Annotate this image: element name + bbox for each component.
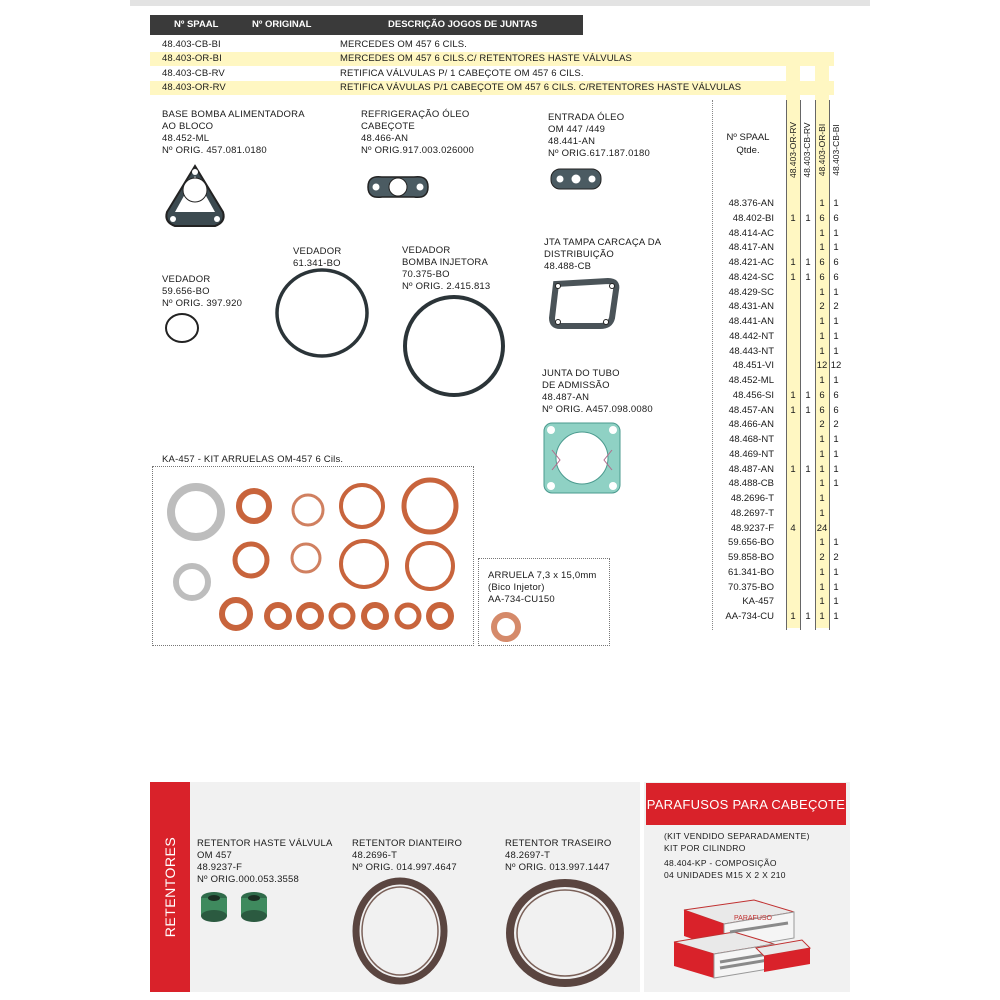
kit-code: 48.403-OR-BI: [162, 53, 222, 64]
qty-value: 1: [790, 212, 796, 224]
header-description: DESCRIÇÃO JOGOS DE JUNTAS: [388, 19, 538, 30]
qty-value: 1: [833, 242, 839, 254]
qty-code: 48.443-NT: [729, 345, 774, 357]
qty-code: 48.429-SC: [728, 286, 774, 298]
kit-desc: MERCEDES OM 457 6 CILS.C/ RETENTORES HASTE VÁLVULAS: [340, 53, 632, 64]
qty-code: 61.341-BO: [728, 566, 774, 578]
qty-value: 1: [805, 212, 811, 224]
qty-value: 1: [819, 493, 825, 504]
qty-value: 1: [819, 507, 825, 519]
qty-value: 6: [819, 257, 825, 268]
qty-row: [700, 375, 850, 390]
qty-value: 1: [819, 463, 825, 475]
label-kit-arruelas: KA-457 - KIT ARRUELAS OM-457 6 Cils.: [162, 454, 344, 465]
qty-code: 48.488-CB: [728, 478, 774, 490]
svg-text:PARAFUSO: PARAFUSO: [734, 915, 772, 922]
qty-code: 59.656-BO: [728, 537, 774, 549]
qty-value: 6: [833, 404, 839, 416]
qty-value: 1: [833, 316, 839, 327]
vedador-bomba-ring-image: [400, 292, 508, 400]
qty-value: 6: [833, 257, 839, 268]
qty-row: [700, 198, 850, 213]
qty-value: 2: [833, 552, 839, 563]
kit-row: [150, 81, 834, 95]
qty-code: 48.451-VI: [732, 360, 774, 372]
qty-code: 48.469-NT: [729, 448, 774, 460]
vedador-mid-ring-image: [272, 266, 372, 361]
qty-value: 1: [819, 448, 825, 460]
qty-value: 1: [805, 611, 811, 622]
qty-value: 2: [833, 419, 839, 431]
qty-row: [700, 272, 850, 287]
qty-code: AA-734-CU: [725, 611, 774, 622]
qty-code: 48.2697-T: [730, 507, 774, 519]
qty-value: 2: [819, 301, 825, 313]
qty-code: 59.858-BO: [728, 552, 774, 563]
qty-value: 1: [819, 286, 825, 298]
kit-code: 48.403-OR-RV: [162, 82, 226, 93]
qty-value: 4: [790, 522, 796, 534]
qty-row: [700, 611, 850, 626]
qty-value: 1: [819, 345, 825, 357]
qty-row: [700, 464, 850, 479]
kit-row: [150, 38, 834, 52]
qty-value: 1: [819, 566, 825, 578]
qty-value: 1: [805, 389, 811, 401]
qty-value: 24: [816, 522, 828, 534]
qty-value: 1: [833, 537, 839, 549]
qty-value: 6: [819, 404, 825, 416]
base-bomba-gasket-image: [160, 162, 230, 234]
qty-code: 48.402-BI: [732, 212, 774, 224]
qty-row: [700, 537, 850, 552]
entrada-oleo-gasket-image: [548, 164, 604, 194]
qty-row: [700, 567, 850, 582]
qty-row: [700, 523, 850, 538]
qty-value: 2: [819, 419, 825, 431]
qty-value: 6: [819, 271, 825, 283]
qty-row: [700, 228, 850, 243]
qty-value: 1: [790, 257, 796, 268]
kit-row: [150, 52, 834, 66]
qty-value: 1: [805, 257, 811, 268]
parafusos-info: (KIT VENDIDO SEPARADAMENTE) KIT POR CILINDRO 48.404-KP - COMPOSIÇÃO 04 UNIDADES M15 X 2 X 210: [664, 831, 810, 880]
qty-value: 1: [819, 316, 825, 327]
qty-row: [700, 405, 850, 420]
qty-row: [700, 449, 850, 464]
label-retentor-haste: RETENTOR HASTE VÁLVULA OM 457 48.9237-F Nº ORIG.000.053.3558: [197, 838, 333, 885]
qty-code: 48.431-AN: [728, 301, 774, 313]
label-vedador-mid: VEDADOR 61.341-BO: [293, 246, 342, 269]
qty-value: 1: [805, 463, 811, 475]
qty-code: 48.424-SC: [728, 271, 774, 283]
qty-row: [700, 257, 850, 272]
vedador-small-ring-image: [160, 310, 204, 346]
qty-code: 48.414-AC: [728, 227, 774, 239]
highlight-extension: [786, 52, 834, 66]
retentor-haste-image: [196, 886, 276, 926]
label-base-bomba: BASE BOMBA ALIMENTADORA AO BLOCO 48.452-ML Nº ORIG. 457.081.0180: [162, 109, 305, 156]
qty-code: 48.442-NT: [729, 330, 774, 342]
qty-value: 1: [833, 330, 839, 342]
qty-code: 48.466-AN: [728, 419, 774, 431]
kit-code: 48.403-CB-BI: [162, 39, 221, 50]
qty-col-heading: 48.403-CB-RV: [802, 122, 812, 178]
qty-value: 1: [833, 611, 839, 622]
qty-value: 1: [833, 463, 839, 475]
qty-row: [700, 213, 850, 228]
label-vedador-small: VEDADOR 59.656-BO Nº ORIG. 397.920: [162, 274, 243, 309]
qty-value: 2: [819, 552, 825, 563]
qty-value: 6: [833, 271, 839, 283]
qty-value: 1: [819, 198, 825, 209]
qty-value: 1: [819, 434, 825, 445]
qty-value: 6: [833, 389, 839, 401]
qty-value: 1: [805, 271, 811, 283]
qty-value: 1: [819, 581, 825, 593]
label-tubo-admissao: JUNTA DO TUBO DE ADMISSÃO 48.487-AN Nº ORIG. A457.098.0080: [542, 368, 653, 415]
qty-value: 1: [790, 611, 796, 622]
tampa-carcaca-gasket-image: [548, 276, 624, 330]
qty-value: 1: [790, 389, 796, 401]
arruela-image: [486, 610, 526, 644]
retentor-traseiro-image: [504, 876, 626, 988]
qty-value: 6: [819, 389, 825, 401]
qty-value: 1: [833, 566, 839, 578]
qty-value: 12: [816, 360, 828, 372]
top-strip: [130, 0, 870, 6]
kit-arruelas-image: [160, 476, 470, 642]
kit-desc: MERCEDES OM 457 6 CILS.: [340, 39, 467, 50]
qty-value: 1: [833, 448, 839, 460]
qty-value: 6: [819, 212, 825, 224]
qty-row: [700, 508, 850, 523]
qty-value: 1: [833, 286, 839, 298]
kit-desc: RETIFICA VÁLVULAS P/ 1 CABEÇOTE OM 457 6 CILS.: [340, 68, 584, 79]
qty-row: [700, 287, 850, 302]
qty-code: 48.376-AN: [728, 198, 774, 209]
parafusos-box-image: [664, 890, 814, 986]
qty-row: [700, 582, 850, 597]
retentores-side-bar: RETENTORES: [150, 782, 190, 992]
qty-value: 1: [790, 463, 796, 475]
qty-code: 48.9237-F: [730, 522, 774, 534]
qty-value: 1: [790, 404, 796, 416]
qty-row: [700, 346, 850, 361]
qty-value: 1: [833, 434, 839, 445]
qty-value: 1: [833, 596, 839, 608]
qty-row: [700, 331, 850, 346]
qty-value: 1: [819, 227, 825, 239]
qty-row: [700, 493, 850, 508]
qty-code: 48.441-AN: [728, 316, 774, 327]
qty-col-heading: 48.403-CB-BI: [831, 124, 841, 176]
label-refrigeracao: REFRIGERAÇÃO ÓLEO CABEÇOTE 48.466-AN Nº ORIG.917.003.026000: [361, 109, 474, 156]
qty-value: 1: [833, 345, 839, 357]
qty-value: 1: [833, 198, 839, 209]
qty-value: 1: [819, 242, 825, 254]
label-vedador-bomba: VEDADOR BOMBA INJETORA 70.375-BO Nº ORIG. 2.415.813: [402, 245, 491, 292]
label-tampa-carcaca: JTA TAMPA CARCAÇA DA DISTRIBUIÇÃO 48.488-CB: [544, 237, 662, 272]
qty-code: 48.457-AN: [728, 404, 774, 416]
qty-code: 48.2696-T: [730, 493, 774, 504]
header-spaal: Nº SPAAL: [174, 19, 219, 30]
tubo-admissao-gasket-image: [540, 420, 622, 496]
qty-value: 6: [833, 212, 839, 224]
kit-row: [150, 67, 834, 81]
qty-value: 1: [805, 404, 811, 416]
qty-row: [700, 434, 850, 449]
qty-code: KA-457: [742, 596, 774, 608]
qty-row: [700, 390, 850, 405]
label-entrada-oleo: ENTRADA ÓLEO OM 447 /449 48.441-AN Nº ORIG.617.187.0180: [548, 112, 651, 159]
qty-value: 1: [790, 271, 796, 283]
qty-value: 1: [833, 581, 839, 593]
qty-code: 48.421-AC: [728, 257, 774, 268]
qty-row: [700, 360, 850, 375]
refrigeracao-gasket-image: [362, 165, 434, 209]
label-arruela: ARRUELA 7,3 x 15,0mm (Bico Injetor) AA-734-CU150: [488, 570, 597, 605]
kit-desc: RETIFICA VÁVULAS P/1 CABEÇOTE OM 457 6 CILS. C/RETENTORES HASTE VÁLVULAS: [340, 82, 742, 93]
label-retentor-traseiro: RETENTOR TRASEIRO 48.2697-T Nº ORIG. 013.997.1447: [505, 838, 612, 873]
qty-value: 2: [833, 301, 839, 313]
qty-code: 48.456-SI: [732, 389, 774, 401]
kit-code: 48.403-CB-RV: [162, 68, 225, 79]
qty-row: [700, 242, 850, 257]
header-original: Nº ORIGINAL: [252, 19, 312, 30]
qty-code: 48.452-ML: [728, 375, 774, 386]
qty-value: 1: [819, 596, 825, 608]
qty-value: 1: [819, 330, 825, 342]
qty-value: 1: [819, 478, 825, 490]
qty-col-heading: 48.403-OR-BI: [817, 123, 827, 177]
qty-row: [700, 478, 850, 493]
qty-col-heading: 48.403-OR-RV: [788, 121, 798, 179]
qty-row: [700, 419, 850, 434]
qty-row: [700, 316, 850, 331]
kits-table-header: [150, 15, 583, 35]
qty-code: 48.417-AN: [728, 242, 774, 254]
qty-code: 48.468-NT: [729, 434, 774, 445]
retentor-dianteiro-image: [350, 876, 450, 986]
qty-value: 1: [819, 537, 825, 549]
qty-value: 1: [833, 227, 839, 239]
qty-row: [700, 596, 850, 611]
qty-code: 48.487-AN: [728, 463, 774, 475]
qty-row: [700, 552, 850, 567]
qty-value: 12: [830, 360, 842, 372]
qty-row: [700, 301, 850, 316]
qty-table-heading: Nº SPAAL Qtde.: [726, 132, 770, 156]
parafusos-title: PARAFUSOS PARA CABEÇOTE: [646, 783, 846, 825]
qty-value: 1: [819, 375, 825, 386]
label-retentor-dianteiro: RETENTOR DIANTEIRO 48.2696-T Nº ORIG. 014.997.4647: [352, 838, 463, 873]
qty-value: 1: [833, 375, 839, 386]
qty-value: 1: [833, 478, 839, 490]
qty-code: 70.375-BO: [728, 581, 774, 593]
qty-value: 1: [819, 611, 825, 622]
